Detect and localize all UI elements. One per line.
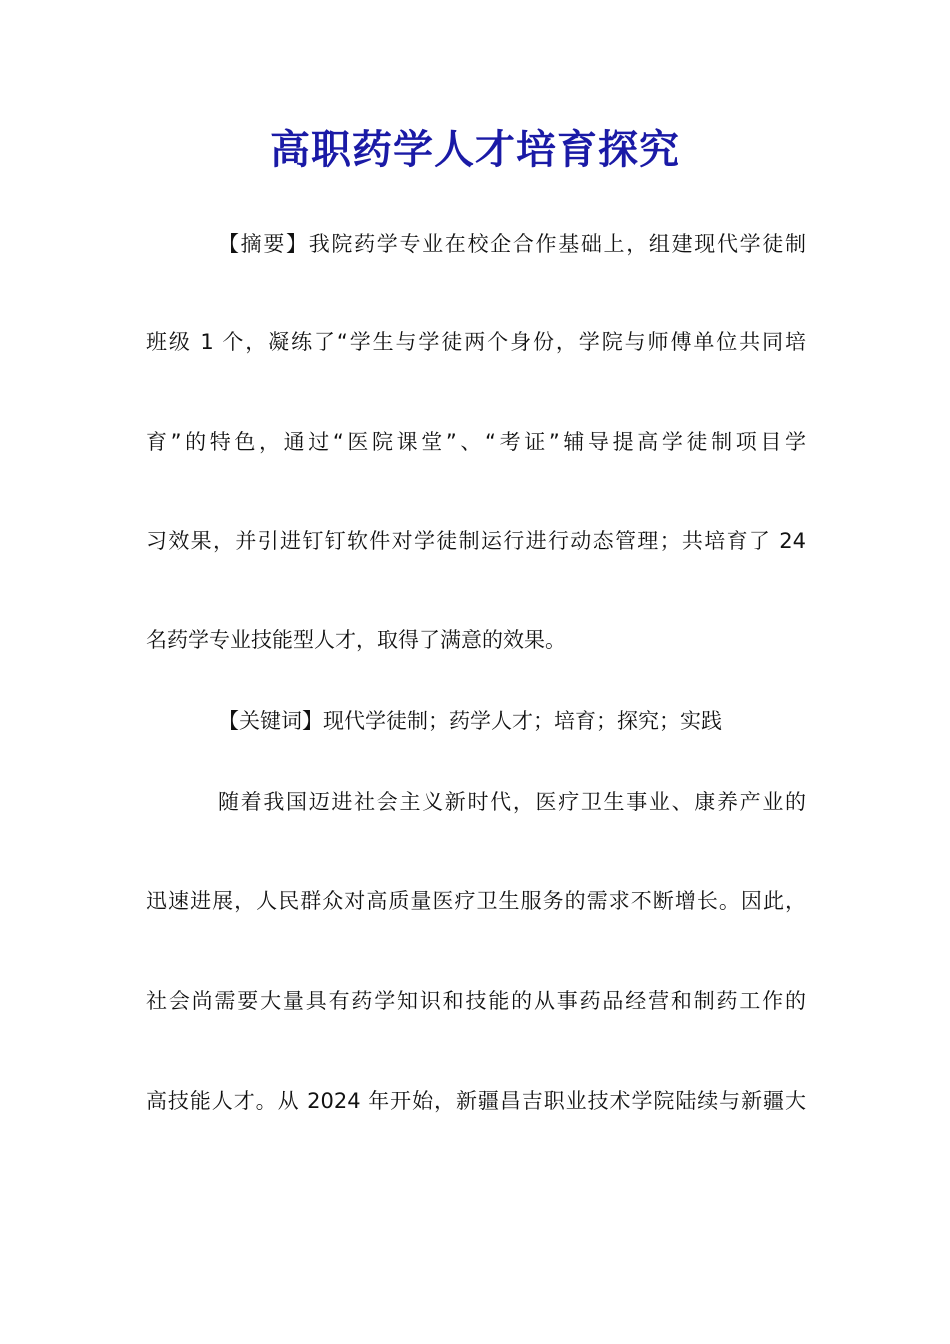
abstract-line-3: 育”的特色，通过“医院课堂”、“考证”辅导提高学徒制项目学 [146,430,806,454]
body-line-2: 迅速进展，人民群众对高质量医疗卫生服务的需求不断增长。因此， [146,889,806,913]
abstract-line-1: 【摘要】我院药学专业在校企合作基础上，组建现代学徒制 [218,232,806,256]
abstract-line-4: 习效果，并引进钉钉软件对学徒制运行进行动态管理；共培育了 24 [146,529,806,553]
body-line-3: 社会尚需要大量具有药学知识和技能的从事药品经营和制药工作的 [146,989,806,1013]
body-line-4: 高技能人才。从 2024 年开始，新疆昌吉职业技术学院陆续与新疆大 [146,1089,806,1113]
body-line-1: 随着我国迈进社会主义新时代，医疗卫生事业、康养产业的 [218,790,806,814]
abstract-line-2: 班级 1 个，凝练了“学生与学徒两个身份，学院与师傅单位共同培 [146,330,806,354]
keywords-line: 【关键词】现代学徒制；药学人才；培育；探究；实践 [218,709,722,733]
abstract-line-5: 名药学专业技能型人才，取得了满意的效果。 [146,628,566,652]
document-title: 高职药学人才培育探究 [270,126,680,173]
